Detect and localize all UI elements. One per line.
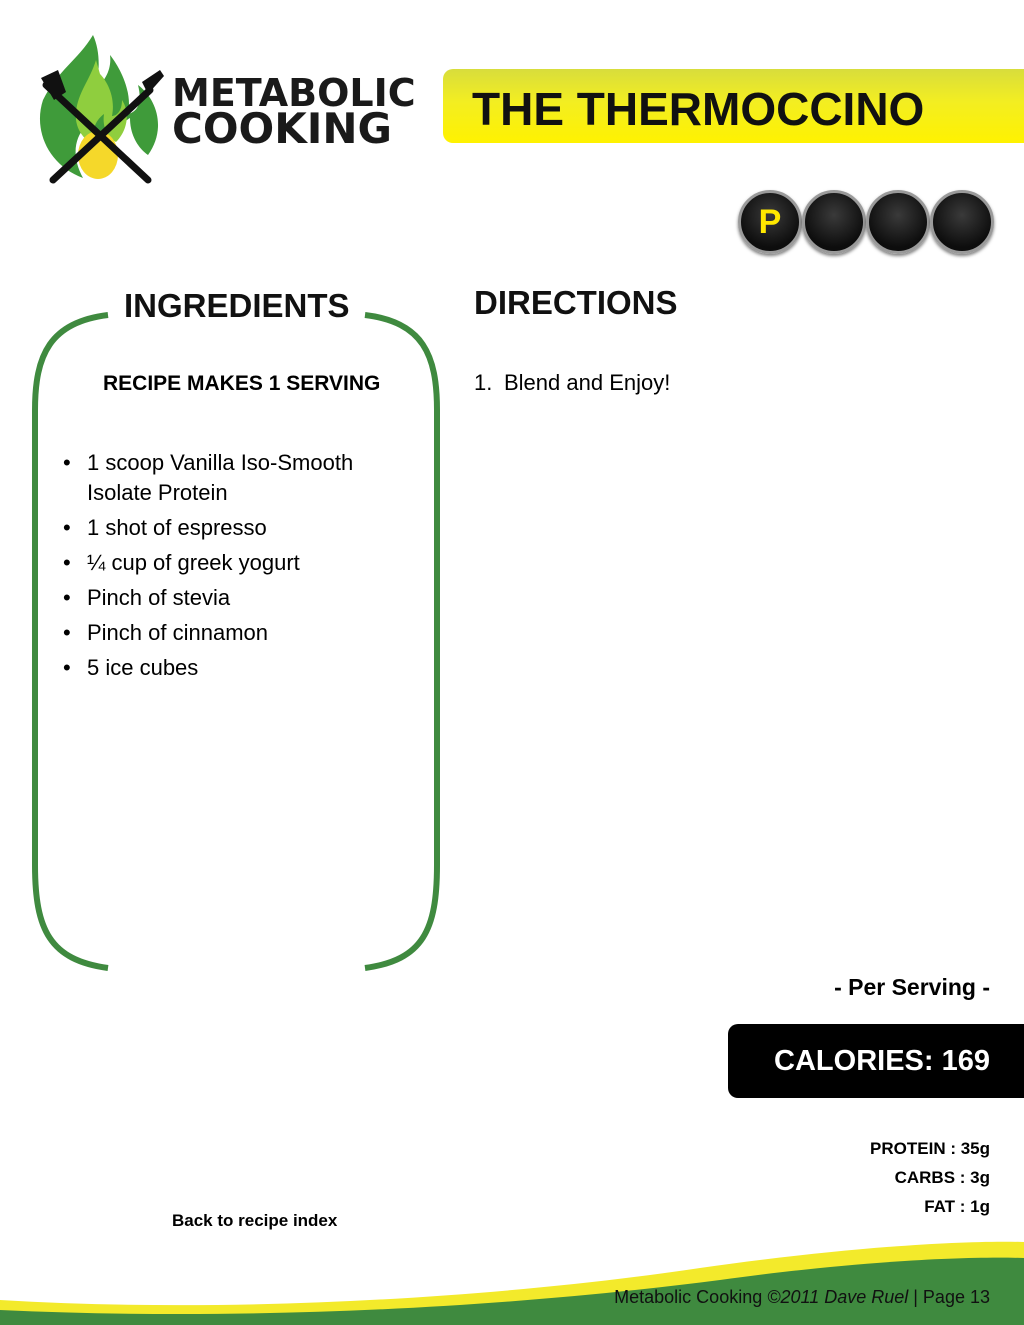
indicator-label [869,193,927,251]
list-item: • 1 scoop Vanilla Iso-Smooth Isolate Protein [60,448,390,508]
macros-block [870,1134,990,1221]
fat-value: FAT : 1g [924,1197,990,1216]
list-item: • 1 shot of espresso [60,513,390,543]
step-text: Blend and Enjoy! [504,370,671,395]
per-serving-label: - Per Serving - [834,974,990,1000]
list-item: • ¼ cup of greek yogurt [60,548,390,578]
footer-page-number: | Page 13 [908,1287,990,1307]
footer-credit [614,1287,990,1308]
indicator-label [805,193,863,251]
list-item: • Pinch of cinnamon [60,618,390,648]
indicator-empty [930,190,994,254]
indicator-label: P [758,203,782,241]
ingredients-heading: INGREDIENTS [124,287,350,324]
list-item: • Pinch of stevia [60,583,390,613]
serving-size: RECIPE MAKES 1 SERVING [103,372,381,395]
list-item [474,368,670,398]
carbs-value: CARBS : 3g [894,1168,990,1187]
list-item: • 5 ice cubes [60,653,390,683]
ingredients-list [60,448,390,688]
indicator-protein [738,190,802,254]
indicator-empty [802,190,866,254]
footer-wave [0,1240,1024,1325]
recipe-title: THE THERMOCCINO [472,83,925,135]
step-number: 1. [474,370,493,395]
diet-indicators [738,190,998,254]
directions-heading: DIRECTIONS [474,284,678,321]
logo-word-metabolic: METABOLIC [172,71,416,115]
footer-copyright: ©2011 Dave Ruel [767,1287,909,1307]
metabolic-cooking-logo [38,30,428,185]
indicator-label [933,193,991,251]
back-to-index-link[interactable]: Back to recipe index [172,1211,338,1230]
flame-cutlery-icon [38,30,168,185]
protein-value: PROTEIN : 35g [870,1139,990,1158]
indicator-empty [866,190,930,254]
calories-value: CALORIES: 169 [774,1045,990,1077]
footer-brand: Metabolic Cooking [614,1287,768,1307]
directions-list [474,368,670,398]
logo-word-cooking: COOKING [172,104,393,153]
